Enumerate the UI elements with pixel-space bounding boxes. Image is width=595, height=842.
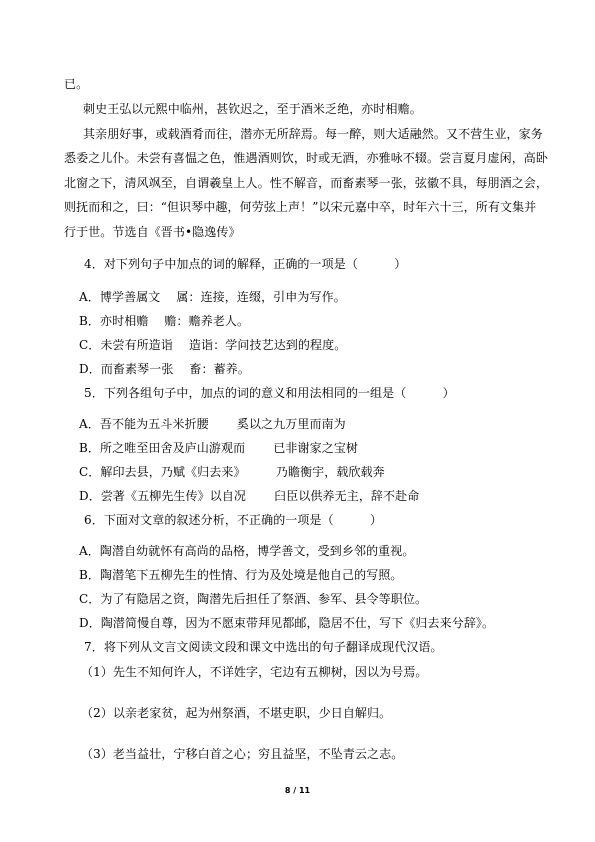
- passage-line: 刺史王弘以元熙中临州，甚钦迟之，至于酒米乏绝，亦时相赡。: [83, 102, 422, 116]
- question-4-option-d: D．而畜素琴一张 畜：蓄养。: [79, 362, 250, 376]
- question-5-option-d: D．尝著《五柳先生传》以自况 臼臣以供养无主，辞不赴命: [79, 489, 420, 503]
- question-4-stem: 4．对下列句子中加点的词的解释，正确的一项是（ ）: [84, 257, 407, 271]
- question-6-option-c: C．为了有隐居之资，陶潜先后担任了祭酒、参军、县令等职位。: [79, 592, 428, 606]
- page-number: 8 / 11: [284, 786, 311, 795]
- question-7-sentence-2: （2）以亲老家贫，起为州祭酒，不堪吏职，少日自解归。: [81, 706, 392, 720]
- passage-line: 则抚而和之，曰：“但识琴中趣，何劳弦上声！”以宋元嘉中卒，时年六十三，所有文集并: [64, 200, 537, 214]
- question-5-stem: 5．下列各组句子中，加点的词的意义和用法相同的一组是（ ）: [84, 386, 455, 400]
- question-6-option-b: B．陶潜笔下五柳先生的性情、行为及处境是他自己的写照。: [79, 568, 403, 582]
- question-4-option-a: A．博学善属文 属：连接，连缀，引申为写作。: [79, 290, 346, 304]
- passage-line: 其亲朋好事，或载酒肴而往，潜亦无所辞焉。每一醉，则大适融然。又不营生业，家务: [83, 127, 543, 141]
- question-5-option-b: B．所之唯至田舍及庐山游观而 已非谢家之宝树: [79, 441, 359, 455]
- question-6-stem: 6．下面对文章的叙述分析，不正确的一项是（ ）: [84, 513, 383, 527]
- passage-line: 悉委之儿仆。未尝有喜愠之色，惟遇酒则饮，时或无酒，亦雅咏不辍。尝言夏月虚闲，高卧: [64, 151, 549, 165]
- question-5-option-c: C．解印去县，乃赋《归去来》 乃瞻衡宇，载欣载奔: [79, 465, 385, 479]
- question-4-option-c: C．未尝有所造诣 造诣：学问技艺达到的程度。: [79, 338, 347, 352]
- passage-line: 已。: [64, 77, 89, 91]
- question-5-option-a: A．吾不能为五斗米折腰 奚以之九万里而南为: [79, 417, 346, 431]
- question-6-option-d: D．陶潜简慢自尊，因为不愿束带拜见都邮，隐居不仕，写下《归去来兮辞》。: [79, 616, 495, 630]
- question-7-sentence-1: （1）先生不知何许人，不详姓字，宅边有五柳树，因以为号焉。: [81, 665, 428, 679]
- question-6-option-a: A．陶潜自幼就怀有高尚的品格，博学善文，受到乡邻的重视。: [79, 544, 415, 558]
- passage-line: 北窗之下，清风飒至，自谓羲皇上人。性不解音，而畜素琴一张，弦徽不具，每朋酒之会，: [64, 176, 549, 190]
- question-7-sentence-3: （3）老当益壮，宁移白首之心；穷且益坚，不坠青云之志。: [81, 747, 404, 761]
- question-4-option-b: B．亦时相赡 赡：赡养老人。: [79, 314, 250, 328]
- passage-line: 行于世。节选自《晋书•隐逸传》: [64, 225, 241, 239]
- question-7-stem: 7．将下列从文言文阅读文段和课文中选出的句子翻译成现代汉语。: [84, 640, 443, 654]
